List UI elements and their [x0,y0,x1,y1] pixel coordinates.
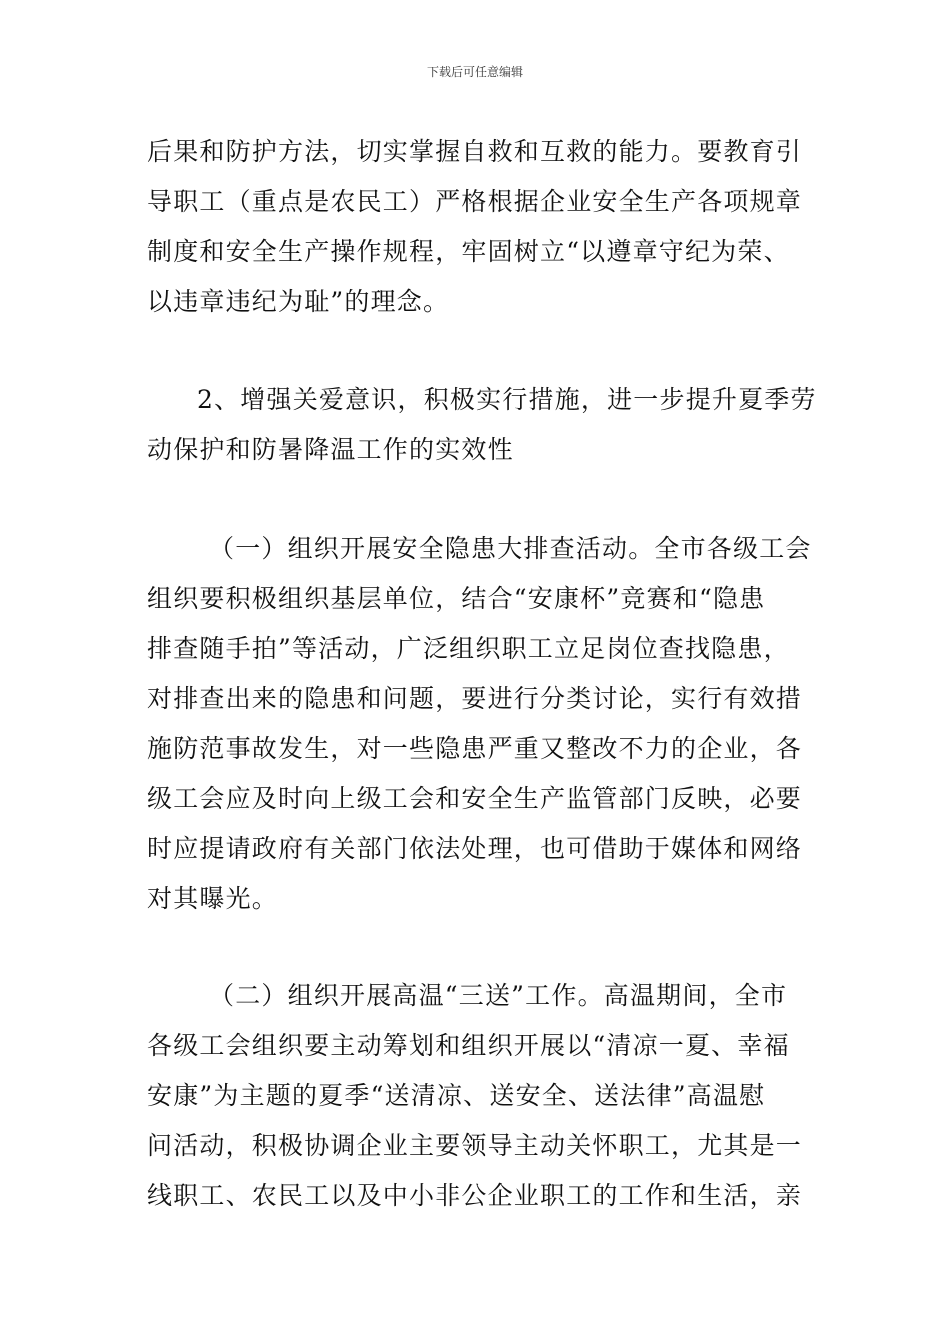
text-line: （一）组织开展安全隐患大排查活动。全市各级工会 [209,534,812,563]
text-line: 排查随手拍”等活动，广泛组织职工立足岗位查找隐患， [147,634,790,663]
text-line: 各级工会组织要主动筹划和组织开展以“清凉一夏、幸福 [147,1031,790,1060]
page-header: 下载后可任意编辑 [426,65,523,79]
text-line: 以违章违纪为耻”的理念。 [147,287,450,316]
text-line: 级工会应及时向上级工会和安全生产监管部门反映，必要 [147,784,803,813]
paragraph-two [147,971,817,1221]
text-line: 安康”为主题的夏季“送清凉、送安全、送法律”高温慰 [147,1081,766,1110]
paragraph-one [147,524,817,924]
text-line: 动保护和防暑降温工作的实效性 [147,435,514,464]
text-line: 对排查出来的隐患和问题，要进行分类讨论，实行有效措 [147,684,803,713]
text-line: 制度和安全生产操作规程，牢固树立“以遵章守纪为荣、 [147,237,790,266]
text-line: 导职工（重点是农民工）严格根据企业安全生产各项规章 [147,187,803,216]
text-line: 施防范事故发生，对一些隐患严重又整改不力的企业，各 [147,734,803,763]
text-line: 问活动，积极协调企业主要领导主动关怀职工，尤其是一 [147,1131,803,1160]
text-line: 2、增强关爱意识，积极实行措施，进一步提升夏季劳 [197,385,817,414]
paragraph-continuation [147,127,817,327]
text-line: 后果和防护方法，切实掌握自救和互救的能力。要教育引 [147,137,803,166]
text-line: （二）组织开展高温“三送”工作。高温期间，全市 [209,981,788,1010]
text-line: 线职工、农民工以及中小非公企业职工的工作和生活，亲 [147,1181,803,1210]
section-heading-paragraph [147,375,817,475]
text-line: 对其曝光。 [147,884,279,913]
text-line: 时应提请政府有关部门依法处理，也可借助于媒体和网络 [147,834,803,863]
text-line: 组织要积极组织基层单位，结合“安康杯”竞赛和“隐患 [147,584,766,613]
